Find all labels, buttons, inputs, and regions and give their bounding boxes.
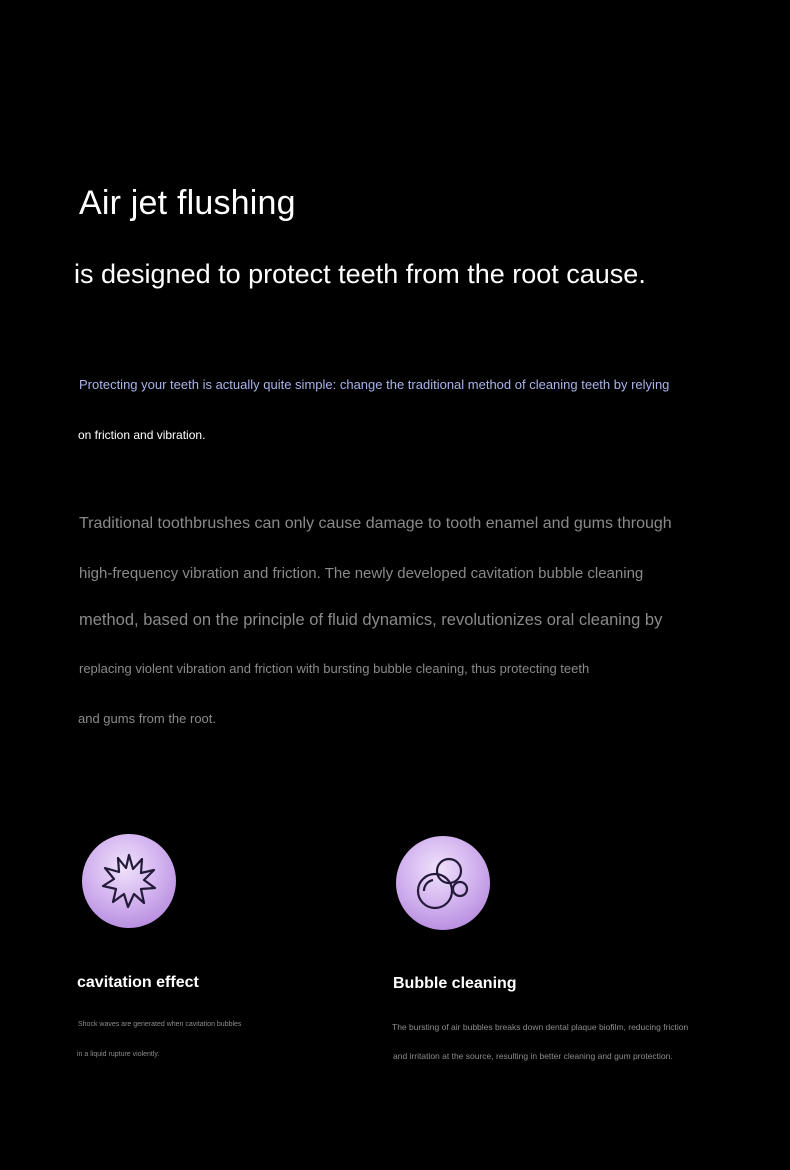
feature-desc-cavitation-line-2: in a liquid rupture violently. — [77, 1051, 160, 1058]
feature-desc-cavitation-line-1: Shock waves are generated when cavitation bubbles — [78, 1021, 242, 1028]
bubbles-icon-svg — [411, 851, 475, 915]
body-line-2: high-frequency vibration and friction. The newly developed cavitation bubble cleaning — [79, 565, 644, 582]
body-line-3: method, based on the principle of fluid dynamics, revolutionizes oral cleaning by — [79, 611, 663, 629]
bubbles-icon — [396, 836, 490, 930]
feature-title-bubble-cleaning: Bubble cleaning — [393, 975, 517, 992]
body-line-1: Traditional toothbrushes can only cause damage to tooth enamel and gums through — [79, 515, 672, 532]
feature-desc-bubble-line-2: and irritation at the source, resulting in better cleaning and gum protection. — [393, 1051, 673, 1061]
burst-icon-svg — [97, 849, 161, 913]
body-line-5: and gums from the root. — [78, 711, 217, 726]
page-subtitle: is designed to protect teeth from the root cause. — [74, 259, 646, 289]
intro-line-1: Protecting your teeth is actually quite simple: change the traditional method of cleaning teeth by relying — [79, 377, 670, 392]
feature-title-cavitation: cavitation effect — [77, 974, 199, 991]
body-line-4: replacing violent vibration and friction with bursting bubble cleaning, thus protecting teeth — [79, 661, 590, 676]
page-title: Air jet flushing — [79, 184, 296, 222]
intro-line-2: on friction and vibration. — [78, 428, 206, 442]
feature-desc-bubble-line-1: The bursting of air bubbles breaks down dental plaque biofilm, reducing friction — [392, 1022, 689, 1032]
burst-icon — [82, 834, 176, 928]
